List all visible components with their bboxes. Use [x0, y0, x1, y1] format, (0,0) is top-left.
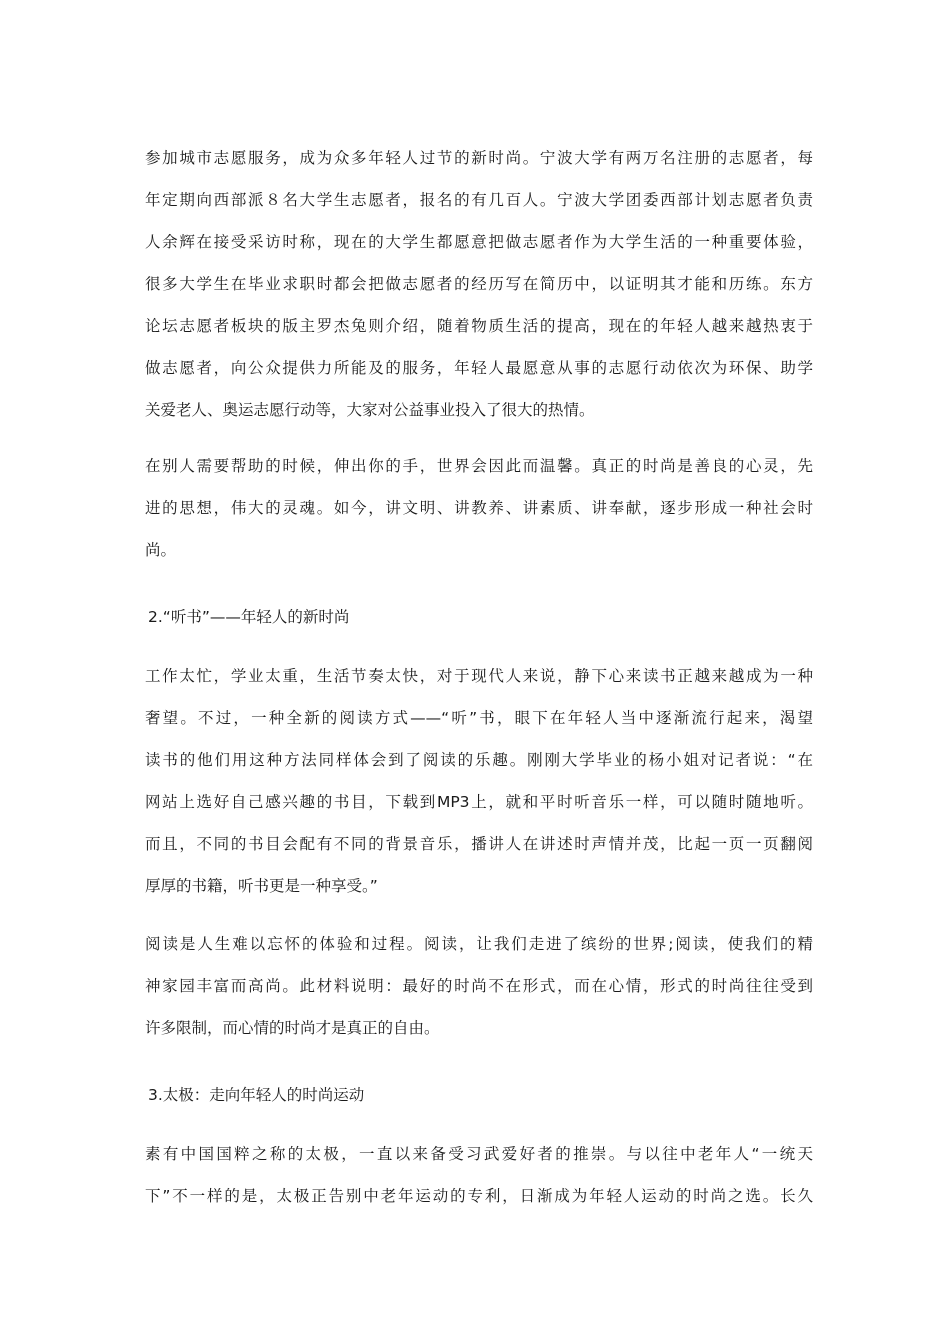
section-heading-taiji: 3.太极：走向年轻人的时尚运动 — [148, 1086, 365, 1104]
text-line: 而且，不同的书目会配有不同的背景音乐，播讲人在讲述时声情并茂，比起一页一页翻阅 — [145, 835, 813, 853]
text-line: 许多限制，而心情的时尚才是真正的自由。 — [145, 1019, 440, 1037]
text-line: 参加城市志愿服务，成为众多年轻人过节的新时尚。宁波大学有两万名注册的志愿者，每 — [145, 149, 813, 167]
text-line: 下”不一样的是，太极正告别中老年运动的专利，日渐成为年轻人运动的时尚之选。长久 — [145, 1187, 813, 1205]
text-line: 年定期向西部派８名大学生志愿者，报名的有几百人。宁波大学团委西部计划志愿者负责 — [145, 191, 813, 209]
paragraph-taiji — [145, 1133, 813, 1217]
section-heading-listening-books: 2.“听书”——年轻人的新时尚 — [148, 608, 350, 626]
text-line: 读书的他们用这种方法同样体会到了阅读的乐趣。刚刚大学毕业的杨小姐对记者说：“在 — [145, 751, 813, 769]
text-line: 很多大学生在毕业求职时都会把做志愿者的经历写在简历中，以证明其才能和历练。东方 — [145, 275, 813, 293]
text-line: 奢望。不过，一种全新的阅读方式——“听”书，眼下在年轻人当中逐渐流行起来，渴望 — [145, 709, 813, 727]
paragraph-volunteer — [145, 137, 813, 431]
text-line: 进的思想，伟大的灵魂。如今，讲文明、讲教养、讲素质、讲奉献，逐步形成一种社会时 — [145, 499, 813, 517]
paragraph-listening-books — [145, 655, 813, 907]
paragraph-helping — [145, 445, 813, 571]
text-line: 神家园丰富而高尚。此材料说明：最好的时尚不在形式，而在心情，形式的时尚往往受到 — [145, 977, 813, 995]
text-line: 工作太忙，学业太重，生活节奏太快，对于现代人来说，静下心来读书正越来越成为一种 — [145, 667, 813, 685]
text-line: 素有中国国粹之称的太极，一直以来备受习武爱好者的推崇。与以往中老年人“一统天 — [145, 1145, 813, 1163]
paragraph-reading — [145, 923, 813, 1049]
text-line: 阅读是人生难以忘怀的体验和过程。阅读，让我们走进了缤纷的世界;阅读，使我们的精 — [145, 935, 813, 953]
text-line: 厚厚的书籍，听书更是一种享受。” — [145, 877, 378, 895]
text-line: 尚。 — [145, 541, 177, 559]
text-line: 做志愿者，向公众提供力所能及的服务，年轻人最愿意从事的志愿行动依次为环保、助学 — [145, 359, 813, 377]
text-line: 关爱老人、奥运志愿行动等，大家对公益事业投入了很大的热情。 — [145, 401, 595, 419]
text-line: 人余辉在接受采访时称，现在的大学生都愿意把做志愿者作为大学生活的一种重要体验， — [145, 233, 813, 251]
text-line: 网站上选好自己感兴趣的书目，下载到MP3上，就和平时听音乐一样，可以随时随地听。 — [145, 793, 813, 811]
text-line: 论坛志愿者板块的版主罗杰兔则介绍，随着物质生活的提高，现在的年轻人越来越热衷于 — [145, 317, 813, 335]
text-line: 在别人需要帮助的时候，伸出你的手，世界会因此而温馨。真正的时尚是善良的心灵，先 — [145, 457, 813, 475]
